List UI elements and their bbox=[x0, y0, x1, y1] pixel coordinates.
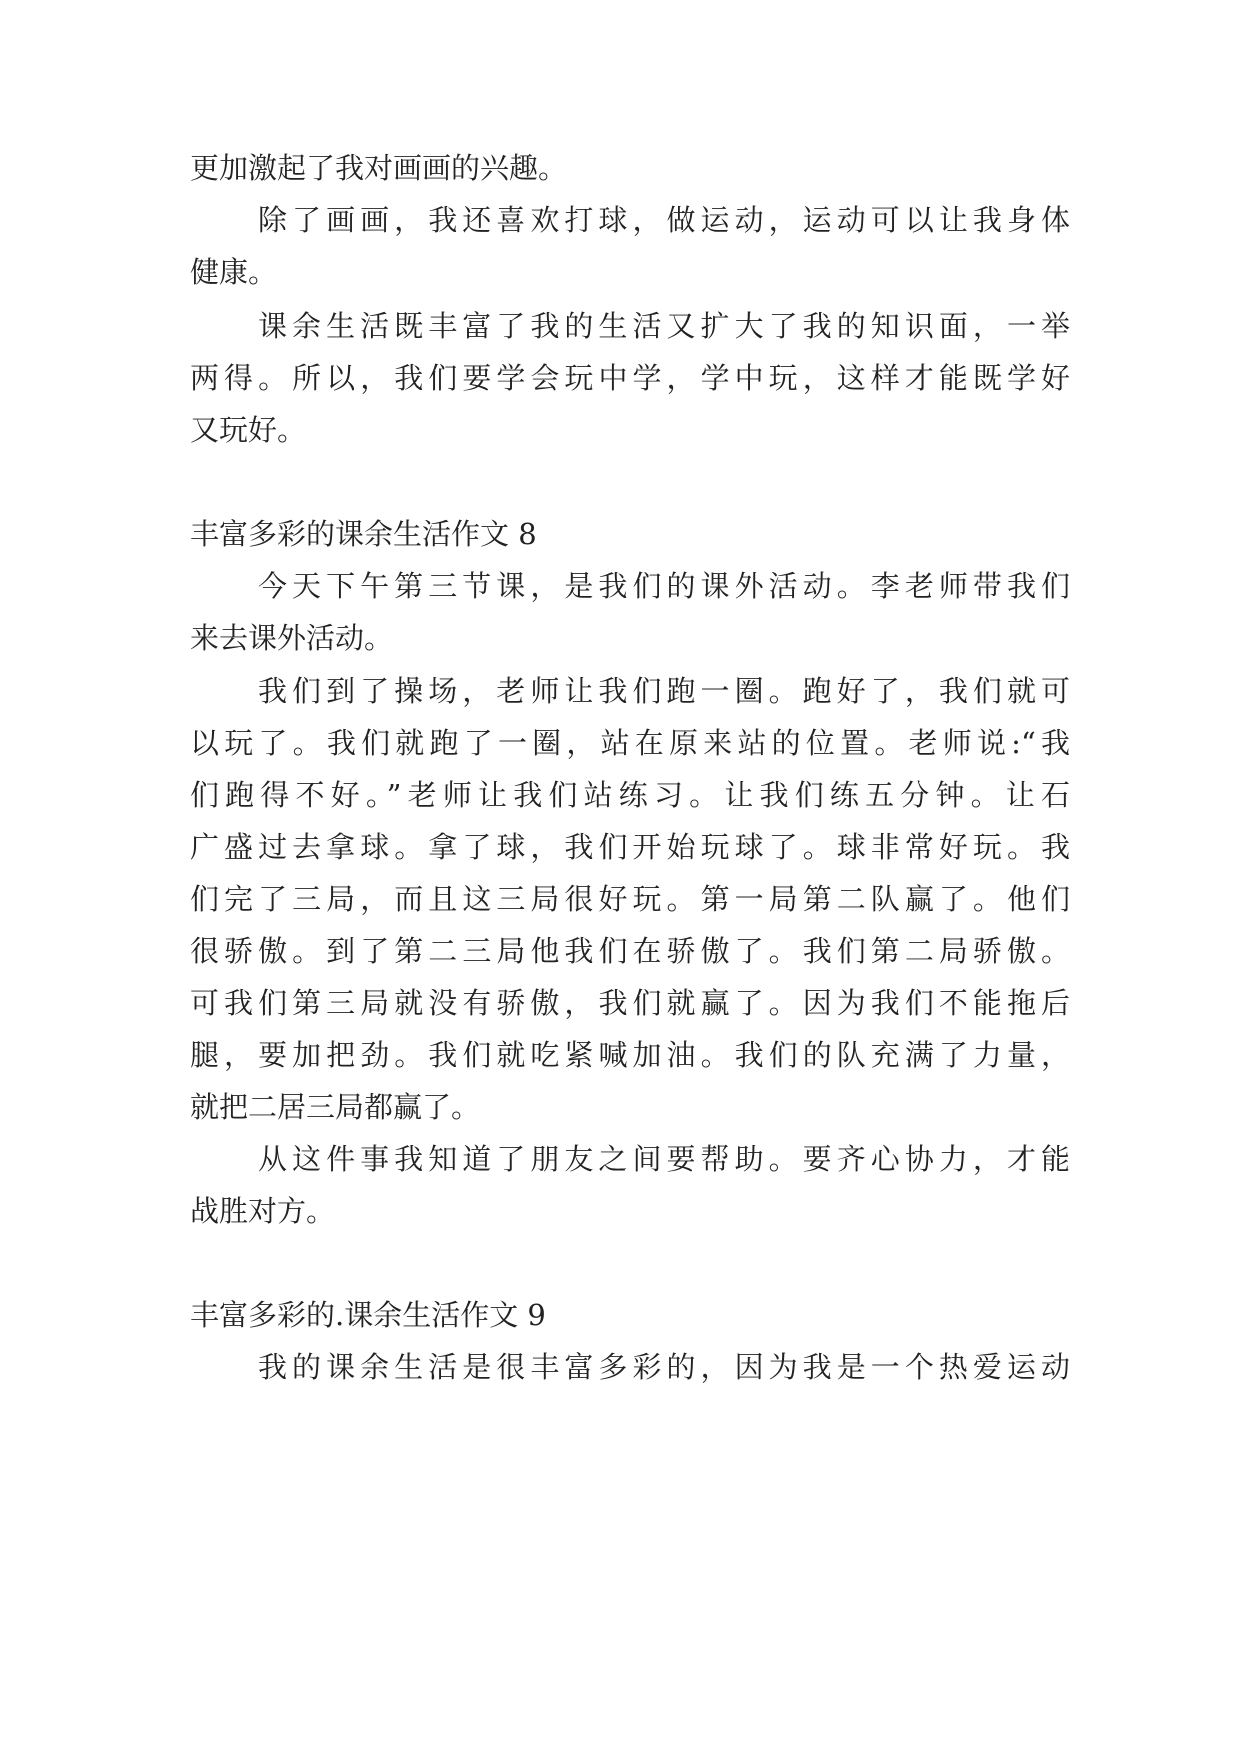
section-heading: 丰富多彩的.课余生活作文 9 bbox=[190, 1298, 546, 1332]
text-line: 更加激起了我对画画的兴趣。 bbox=[190, 151, 568, 185]
text-line: 今天下午第三节课，是我们的课外活动。李老师带我们 bbox=[258, 569, 1070, 603]
text-line: 就把二居三局都赢了。 bbox=[190, 1090, 481, 1124]
text-line: 课余生活既丰富了我的生活又扩大了我的知识面，一举 bbox=[258, 309, 1070, 343]
text-line: 们跑得不好。”老师让我们站练习。让我们练五分钟。让石 bbox=[190, 778, 1070, 812]
text-line: 可我们第三局就没有骄傲，我们就赢了。因为我们不能拖后 bbox=[190, 986, 1070, 1020]
text-line: 除了画画，我还喜欢打球，做运动，运动可以让我身体 bbox=[258, 203, 1070, 237]
text-line: 又玩好。 bbox=[190, 413, 307, 447]
text-line: 很骄傲。到了第二三局他我们在骄傲了。我们第二局骄傲。 bbox=[190, 934, 1070, 968]
text-line: 战胜对方。 bbox=[190, 1194, 336, 1228]
text-line: 健康。 bbox=[190, 255, 278, 289]
section-heading: 丰富多彩的课余生活作文 8 bbox=[190, 517, 537, 551]
text-line: 们完了三局，而且这三局很好玩。第一局第二队赢了。他们 bbox=[190, 882, 1070, 916]
text-line: 两得。所以，我们要学会玩中学，学中玩，这样才能既学好 bbox=[190, 361, 1070, 395]
text-line: 腿，要加把劲。我们就吃紧喊加油。我们的队充满了力量， bbox=[190, 1038, 1070, 1072]
text-line: 来去课外活动。 bbox=[190, 621, 394, 655]
text-line: 广盛过去拿球。拿了球，我们开始玩球了。球非常好玩。我 bbox=[190, 830, 1070, 864]
text-line: 我的课余生活是很丰富多彩的，因为我是一个热爱运动 bbox=[258, 1350, 1070, 1384]
text-line: 以玩了。我们就跑了一圈，站在原来站的位置。老师说:“我 bbox=[190, 726, 1070, 760]
text-line: 我们到了操场，老师让我们跑一圈。跑好了，我们就可 bbox=[258, 674, 1070, 708]
text-line: 从这件事我知道了朋友之间要帮助。要齐心协力，才能 bbox=[258, 1142, 1070, 1176]
